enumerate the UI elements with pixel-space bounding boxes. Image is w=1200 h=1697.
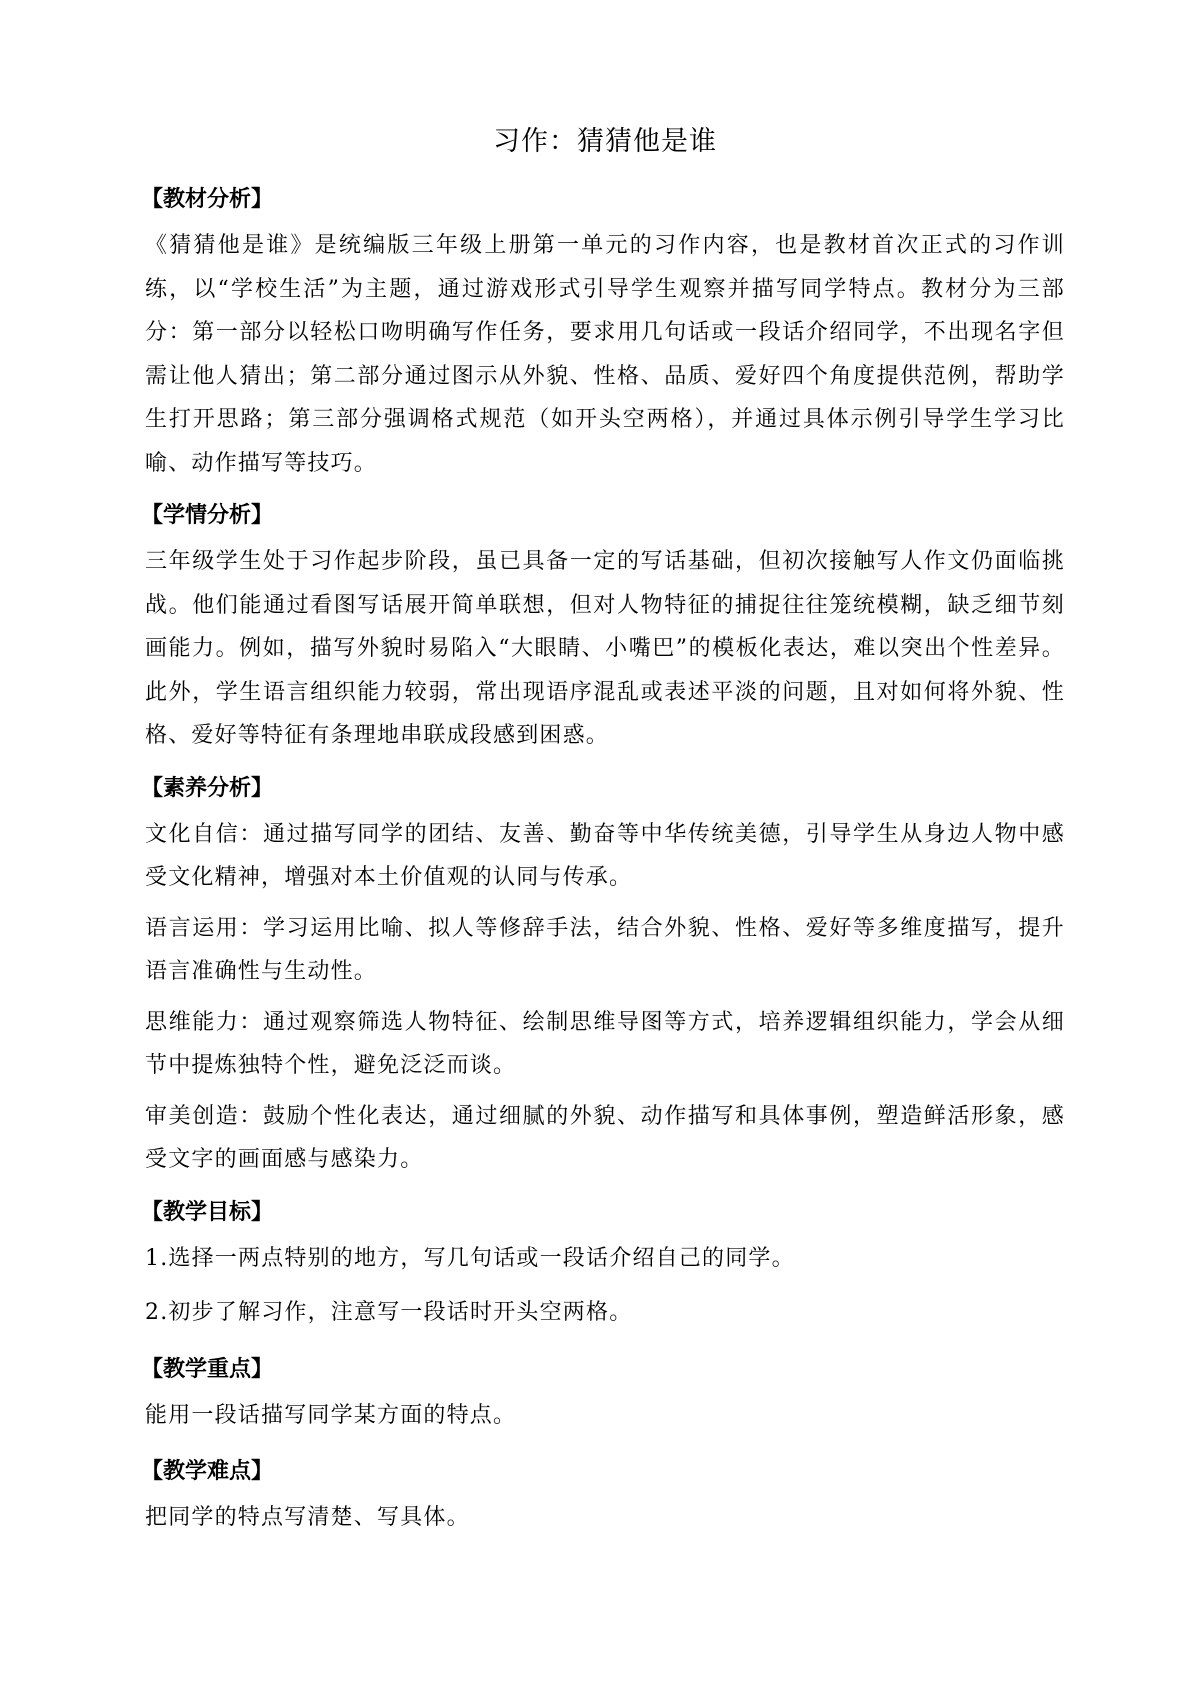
teaching-goal-item: 2.初步了解习作，注意写一段话时开头空两格。 <box>145 1300 633 1325</box>
teaching-goal-item: 1.选择一两点特别的地方，写几句话或一段话介绍自己的同学。 <box>145 1245 795 1271</box>
section-heading: 【教学难点】 <box>141 1459 274 1484</box>
section-teaching-goals <box>141 1189 1065 1335</box>
literacy-item-thinking-ability: 思维能力：通过观察筛选人物特征、绘制思维导图等方式，培养逻辑组织能力，学会从细节中提炼独特个性，避免泛泛而谈。 <box>145 1009 1065 1078</box>
section-paragraph: 三年级学生处于习作起步阶段，虽已具备一定的写话基础，但初次接触写人作文仍面临挑战。他们能通过看图写话展开简单联想，但对人物特征的捕捉往往笼统模糊，缺乏细节刻画能力。例如，描写外貌时易陷入“大眼睛、小嘴巴”的模板化表达，难以突出个性差异。此外，学生语言组织能力较弱，常出现语序混乱或表述平淡的问题，且对如何将外貌、性格、爱好等特征有条理地串联成段感到困惑。 <box>145 549 1065 748</box>
literacy-item-aesthetic-creation: 审美创造：鼓励个性化表达，通过细腻的外貌、动作描写和具体事例，塑造鲜活形象，感受文字的画面感与感染力。 <box>145 1103 1065 1172</box>
section-teaching-difficulty <box>141 1448 1065 1540</box>
document-content <box>141 176 1065 1551</box>
section-heading: 【教材分析】 <box>141 187 274 212</box>
section-paragraph: 把同学的特点写清楚、写具体。 <box>145 1505 470 1530</box>
section-heading: 【素养分析】 <box>141 775 274 801</box>
section-student-analysis <box>141 492 1065 758</box>
section-heading: 【学情分析】 <box>141 503 274 528</box>
document-title: 习作：猜猜他是谁 <box>493 126 717 157</box>
section-heading: 【教学目标】 <box>141 1199 274 1225</box>
section-literacy-analysis <box>141 765 1065 1182</box>
literacy-item-cultural-confidence: 文化自信：通过描写同学的团结、友善、勤奋等中华传统美德，引导学生从身边人物中感受文化精神，增强对本土价值观的认同与传承。 <box>145 821 1065 890</box>
section-paragraph: 《猜猜他是谁》是统编版三年级上册第一单元的习作内容，也是教材首次正式的习作训练，以“学校生活”为主题，通过游戏形式引导学生观察并描写同学特点。教材分为三部分：第一部分以轻松口吻明确写作任务，要求用几句话或一段话介绍同学，不出现名字但需让他人猜出；第二部分通过图示从外貌、性格、品质、爱好四个角度提供范例，帮助学生打开思路；第三部分强调格式规范（如开头空两格），并通过具体示例引导学生学习比喻、动作描写等技巧。 <box>145 233 1065 476</box>
section-textbook-analysis <box>141 176 1065 485</box>
literacy-item-language-use: 语言运用：学习运用比喻、拟人等修辞手法，结合外貌、性格、爱好等多维度描写，提升语言准确性与生动性。 <box>145 915 1065 984</box>
section-teaching-focus <box>141 1346 1065 1438</box>
section-paragraph: 能用一段话描写同学某方面的特点。 <box>145 1402 517 1428</box>
section-heading: 【教学重点】 <box>141 1356 274 1382</box>
